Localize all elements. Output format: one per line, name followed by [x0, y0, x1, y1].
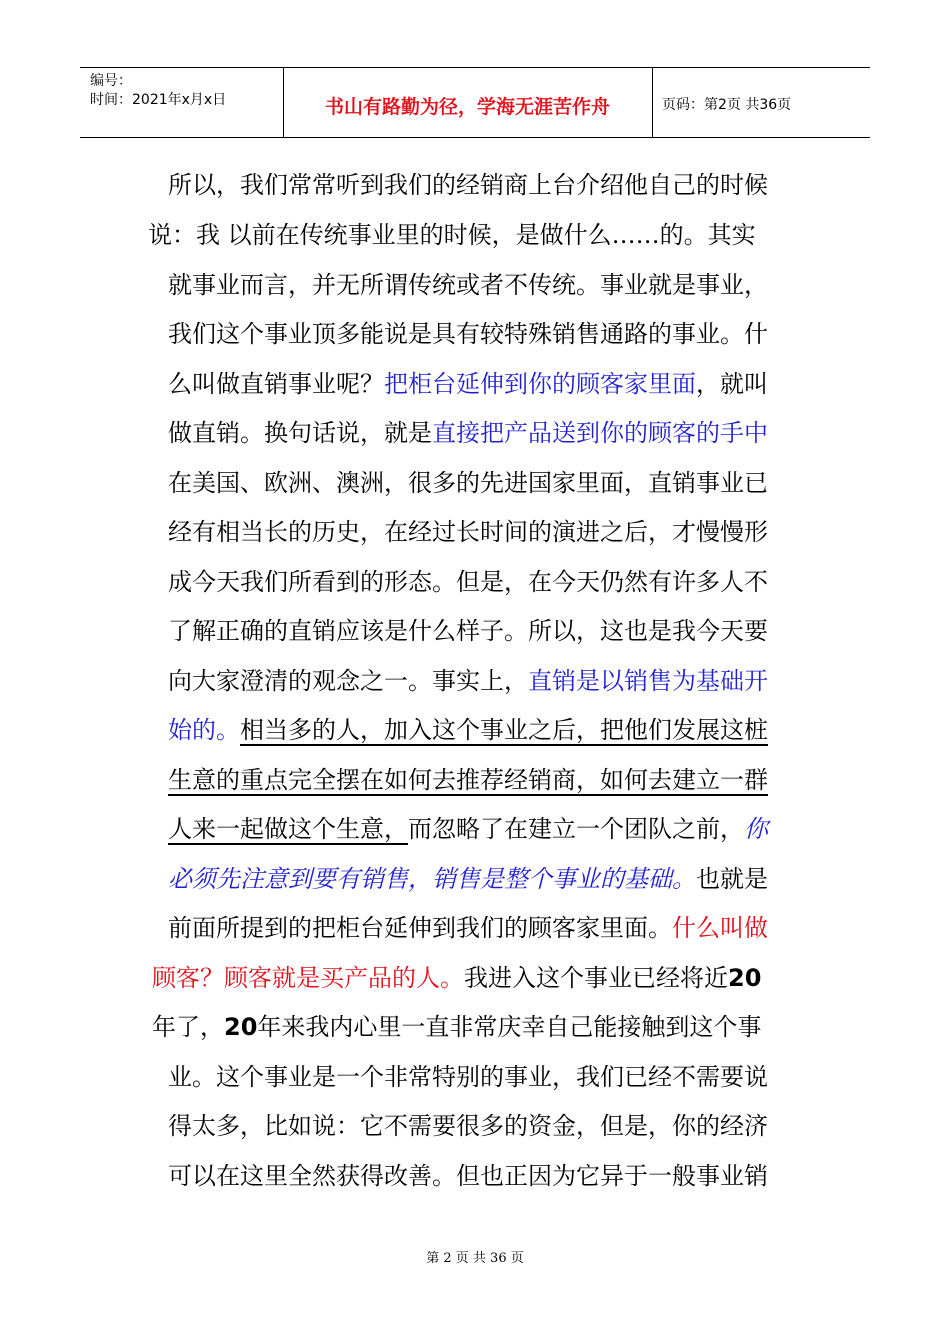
body-line: 人来一起做这个生意，而忽略了在建立一个团队之前，你 [168, 815, 768, 843]
body-line: 所以，我们常常听到我们的经销商上台介绍他自己的时候 [168, 171, 768, 199]
body-line [168, 715, 768, 745]
body-line: 前面所提到的把柜台延伸到我们的顾客家里面。什么叫做 [168, 914, 768, 942]
page-header [80, 67, 870, 138]
underlined-text: 相当多的人，加入这个事业之后，把他们发展这桩 [240, 716, 768, 744]
body-line: 经有相当长的历史，在经过长时间的演进之后，才慢慢形 [168, 518, 768, 546]
red-highlight-text: 什么叫做 [672, 914, 768, 942]
bold-number: 20 [728, 964, 762, 992]
document-time-label: 时间：2021年x月x日 [90, 92, 227, 108]
red-highlight-text: 顾客？顾客就是买产品的人。 [152, 964, 464, 992]
header-meta-cell [80, 68, 284, 137]
body-line: 做直销。换句话说，就是直接把产品送到你的顾客的手中 [168, 419, 768, 447]
page-footer: 第 2 页 共 36 页 [426, 1251, 524, 1266]
body-line: 了解正确的直销应该是什么样子。所以，这也是我今天要 [168, 617, 768, 645]
header-page-info: 页码：第2页 共36页 [662, 97, 792, 113]
body-line: 向大家澄清的观念之一。事实上，直销是以销售为基础开 [168, 667, 768, 695]
body-line: 么叫做直销事业呢？把柜台延伸到你的顾客家里面，就叫 [168, 370, 768, 398]
body-line: 必须先注意到要有销售，销售是整个事业的基础。也就是 [168, 865, 768, 893]
body-line: 说：我 以前在传统事业里的时候，是做什么……的。其实 [148, 221, 756, 249]
emphasis-text: 必须先注意到要有销售，销售是整个事业的基础。 [168, 865, 696, 893]
highlight-text: 直接把产品送到你的顾客的手中 [432, 419, 768, 447]
body-line: 成今天我们所看到的形态。但是，在今天仍然有许多人不 [168, 568, 768, 596]
bold-number: 20 [224, 1013, 258, 1041]
body-line: 我们这个事业顶多能说是具有较特殊销售通路的事业。什 [168, 320, 768, 348]
body-line: 就事业而言，并无所谓传统或者不传统。事业就是事业， [168, 271, 768, 299]
underlined-text: 生意的重点完全摆在如何去推荐经销商，如何去建立一群 [168, 766, 768, 794]
header-page-cell [653, 68, 870, 137]
underlined-text: 人来一起做这个生意， [168, 815, 408, 843]
document-number-label: 编号： [90, 73, 132, 89]
highlight-text: 把柜台延伸到你的顾客家里面 [384, 370, 696, 398]
body-line: 得太多，比如说：它不需要很多的资金，但是，你的经济 [168, 1112, 768, 1140]
header-motto-cell [283, 68, 653, 137]
highlight-text: 直销是以销售为基础开 [528, 667, 768, 695]
body-line: 顾客？顾客就是买产品的人。我进入这个事业已经将近20 [152, 964, 762, 992]
body-line: 在美国、欧洲、澳洲，很多的先进国家里面，直销事业已 [168, 469, 768, 497]
body-line [168, 765, 768, 795]
header-motto: 书山有路勤为径，学海无涯苦作舟 [324, 96, 610, 118]
body-line: 可以在这里全然获得改善。但也正因为它异于一般事业销 [168, 1162, 768, 1190]
highlight-text: 始的。 [168, 716, 240, 744]
emphasis-text: 你 [744, 815, 768, 843]
body-line: 业。这个事业是一个非常特别的事业，我们已经不需要说 [168, 1063, 768, 1091]
body-line: 年了，20年来我内心里一直非常庆幸自己能接触到这个事 [152, 1013, 762, 1041]
